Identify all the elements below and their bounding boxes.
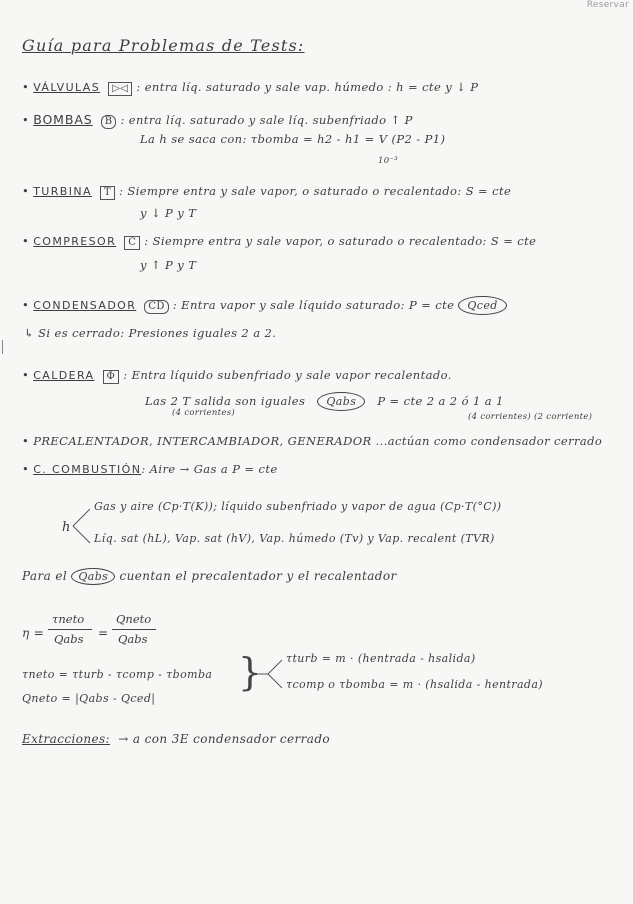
turbina-sub: y ↓ P y T [140, 206, 197, 220]
h-branch-2: Líq. sat (hL), Vap. sat (hV), Vap. húmedo (Tv) y Vap. recalent (TVR) [94, 532, 495, 545]
compresor-sub: y ↑ P y T [140, 258, 197, 272]
line-combustion [22, 462, 278, 476]
h-branch-lines [72, 506, 92, 546]
h-label: h [62, 520, 71, 535]
precalentador-text: PRECALENTADOR, INTERCAMBIADOR, GENERADOR ...actúan como condensador cerrado [33, 434, 603, 448]
condensador-text: : Entra vapor y sale líquido saturado: P = cte [172, 298, 455, 312]
qced-oval: Qced [458, 296, 506, 315]
term-bombas: BOMBAS [33, 112, 93, 127]
extracciones-text: → a con 3E condensador cerrado [118, 732, 331, 746]
qabs-oval: Qabs [317, 392, 365, 411]
compressor-symbol: C [124, 236, 140, 250]
caldera-note-2: (4 corrientes) (2 corriente) [468, 412, 593, 422]
line-caldera [22, 368, 452, 384]
valve-symbol: ▷◁ [108, 82, 132, 96]
extracciones-term: Extracciones: [22, 732, 110, 746]
para-el-text: Para el [22, 569, 68, 583]
eta-den-2: Qabs [118, 632, 148, 646]
turbine-symbol: T [100, 186, 115, 200]
bullet: • [22, 113, 30, 127]
bombas-formula: La h se saca con: τbomba = h2 - h1 = V (P2 - P1) [140, 132, 446, 146]
compresor-text: : Siempre entra y sale vapor, o saturado o recalentado: S = cte [144, 234, 537, 248]
margin-mark [2, 340, 3, 354]
bullet: • [22, 434, 30, 448]
eta-num-2: Qneto [116, 612, 152, 626]
term-condensador: CONDENSADOR [33, 299, 137, 312]
eta-num-1: τneto [52, 612, 85, 626]
eta-lhs: η = [22, 626, 45, 640]
line-compresor [22, 234, 536, 250]
valvulas-text: : entra líq. saturado y sale vap. húmedo : h = cte y ↓ P [136, 80, 479, 94]
right-brace: } [238, 650, 263, 694]
caldera-text: : Entra líquido subenfriado y sale vapor recalentado. [123, 368, 452, 382]
page-title-text: Guía para Problemas de Tests: [22, 36, 305, 55]
term-combustion: C. COMBUSTIÓN [33, 463, 142, 476]
line-para-el [22, 568, 397, 585]
bombas-text: : entra líq. saturado y sale líq. subenfriado ↑ P [120, 113, 413, 127]
pump-symbol: B [101, 115, 117, 129]
bullet: • [22, 80, 30, 94]
caldera-pcte: P = cte 2 a 2 ó 1 a 1 [377, 394, 504, 408]
term-caldera: CALDERA [33, 369, 95, 382]
line-precalentador [22, 434, 602, 448]
caldera-sub-text: Las 2 T salida son iguales [145, 394, 306, 408]
term-valvulas: VÁLVULAS [33, 81, 101, 94]
eta-equals: = [98, 626, 109, 640]
eta-fraction-1 [48, 612, 94, 646]
page-title [22, 36, 305, 55]
eta-den-1: Qabs [54, 632, 84, 646]
term-turbina: TURBINA [33, 185, 92, 198]
condenser-symbol: CD [144, 300, 168, 314]
fraction-bar [48, 629, 92, 630]
line-extracciones [22, 732, 330, 746]
line-bombas [22, 112, 413, 129]
bullet: • [22, 234, 30, 248]
para-qabs-oval: Qabs [71, 568, 115, 585]
turbina-text: : Siempre entra y sale vapor, o saturado o recalentado: S = cte [119, 184, 512, 198]
tturb-line: τturb = m · (hentrada - hsalida) [286, 652, 476, 665]
combustion-text: : Aire → Gas a P = cte [141, 462, 278, 476]
tcomp-line: τcomp o τbomba = m · (hsalida - hentrada) [286, 678, 543, 691]
boiler-symbol: Ф [103, 370, 120, 384]
para-text: cuentan el precalentador y el recalentador [119, 569, 397, 583]
h-branch-1: Gas y aire (Cp·T(K)); líquido subenfriado y vapor de agua (Cp·T(°C)) [94, 500, 502, 513]
line-turbina [22, 184, 511, 200]
tneto-line: τneto = τturb - τcomp - τbomba [22, 668, 213, 681]
fraction-bar [112, 629, 156, 630]
qneto-line: Qneto = |Qabs - Qced| [22, 692, 156, 705]
line-condensador [22, 296, 507, 315]
corner-label: Reservar [586, 0, 629, 10]
condensador-sub: ↳ Si es cerrado: Presiones iguales 2 a 2. [24, 326, 277, 340]
brace-branch-lines [256, 656, 284, 692]
line-valvulas [22, 80, 478, 96]
bullet: • [22, 368, 30, 382]
eta-fraction-2 [112, 612, 158, 646]
bullet: • [22, 298, 30, 312]
term-compresor: COMPRESOR [33, 235, 117, 248]
bullet: • [22, 184, 30, 198]
bullet: • [22, 462, 30, 476]
caldera-note-1: (4 corrientes) [172, 408, 235, 418]
bombas-note: 10⁻³ [378, 156, 398, 166]
